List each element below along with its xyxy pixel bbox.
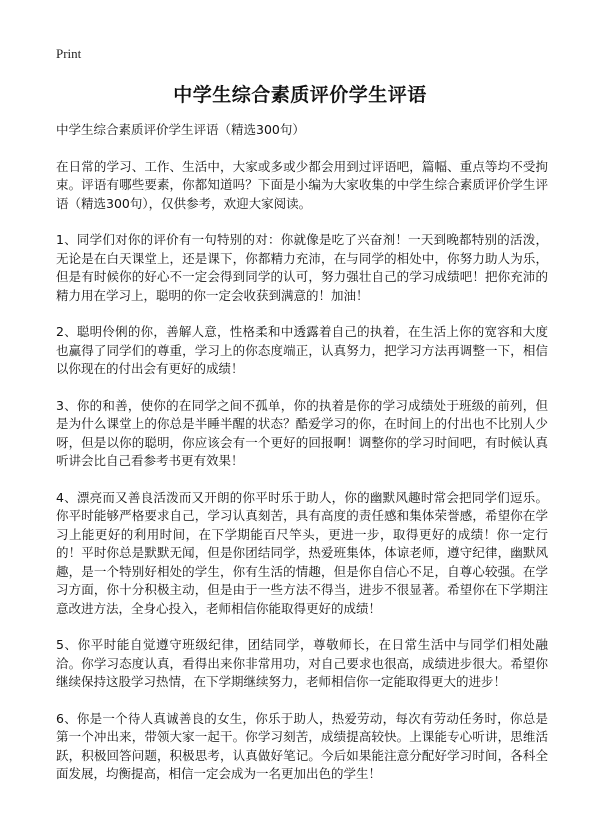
comment-paragraph-3: 3、你的和善，使你的在同学之间不孤单，你的执着是你的学习成绩处于班级的前列，但是为什么课堂上的你总是半睡半醒的状态？酷爱学习的你，在时间上的付出也不比别人少呀，但是以你的聪明，你应该会有一个更好的回报啊！调整你的学习时间吧，有时候认真听讲会比自己看参考书更有效果！ xyxy=(56,397,548,468)
comment-paragraph-4: 4、漂亮而又善良活泼而又开朗的你平时乐于助人，你的幽默风趣时常会把同学们逗乐。你平时能够严格要求自己，学习认真刻苦，具有高度的责任感和集体荣誉感，希望你在学习上能更好的利用时间，在下学期能百尺竿头，更进一步，取得更好的成绩！你一定行的！平时你总是默默无闻，但是你团结同学，热爱班集体，体谅老师，遵守纪律，幽默风趣，是一个特别好相处的学生，你有生活的情趣，但是你自信心不足，自尊心较强。在学习方面，你十分积极主动，但是由于一些方法不得当，进步不很显著。希望你在下学期注意改进方法，全身心投入，老师相信你能取得更好的成绩！ xyxy=(56,489,548,616)
comment-paragraph-1: 1、同学们对你的评价有一句特别的对：你就像是吃了兴奋剂！一天到晚都特别的活泼，无论是在白天课堂上，还是课下，你都精力充沛，在与同学的相处中，你努力助人为乐，但是有时候你的好心不一定会得到同学的认可，努力强壮自己的学习成绩吧！把你充沛的精力用在学习上，聪明的你一定会收获到满意的！加油！ xyxy=(56,232,548,303)
intro-paragraph: 在日常的学习、工作、生活中，大家或多或少都会用到过评语吧，篇幅、重点等均不受拘束。评语有哪些要素，你都知道吗？下面是小编为大家收集的中学生综合素质评价学生评语（精选300句），仅供参考，欢迎大家阅读。 xyxy=(56,158,548,211)
comment-paragraph-2: 2、聪明伶俐的你，善解人意，性格柔和中透露着自己的执着，在生活上你的宽容和大度也赢得了同学们的尊重，学习上的你态度端正，认真努力，把学习方法再调整一下，相信以你现在的付出会有更好的成绩！ xyxy=(56,324,548,376)
article-subtitle: 中学生综合素质评价学生评语（精选300句） xyxy=(56,122,305,137)
print-link[interactable]: Print xyxy=(56,46,82,61)
page-title: 中学生综合素质评价学生评语 xyxy=(173,84,427,106)
comment-paragraph-5: 5、你平时能自觉遵守班级纪律，团结同学，尊敬师长，在日常生活中与同学们相处融洽。你学习态度认真，看得出来你非常用功，对自己要求也很高，成绩进步很大。希望你继续保持这股学习热情，在下学期继续努力，老师相信你一定能取得更大的进步！ xyxy=(56,637,548,689)
comment-paragraph-6: 6、你是一个待人真诚善良的女生，你乐于助人，热爱劳动，每次有劳动任务时，你总是第一个冲出来，带领大家一起干。你学习刻苦，成绩提高较快。上课能专心听讲，思维活跃，积极回答问题，积极思考，认真做好笔记。今后如果能注意分配好学习时间，各科全面发展，均衡提高，相信一定会成为一名更加出色的学生！ xyxy=(56,710,548,781)
article-body xyxy=(56,121,548,802)
